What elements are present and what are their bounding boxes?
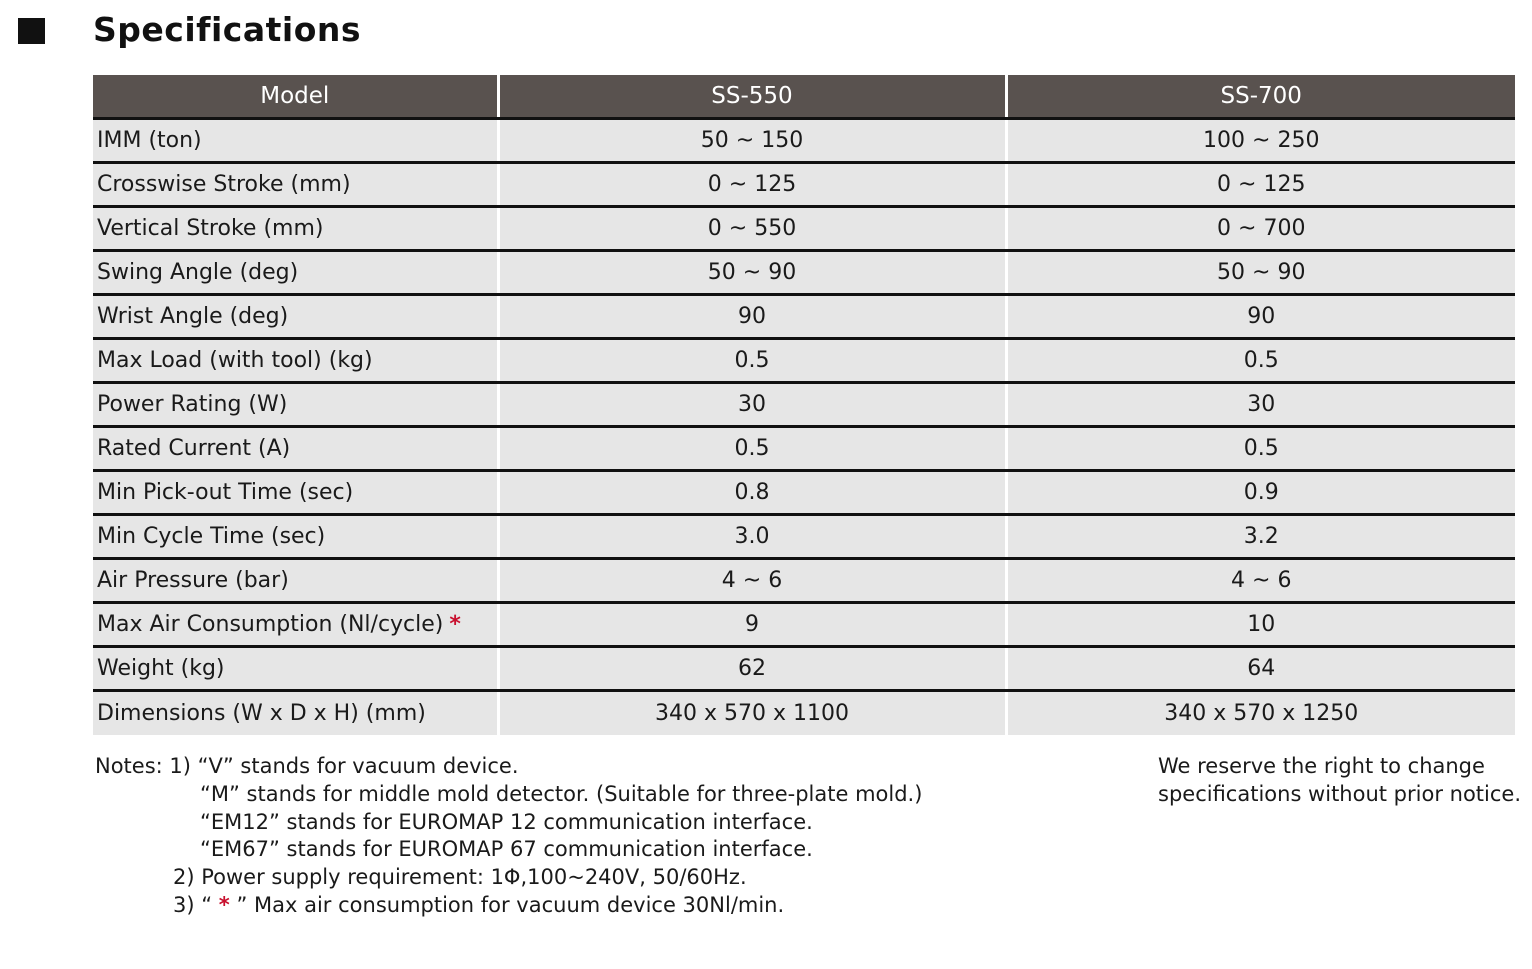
cell-ss-700: 0.5 <box>1006 339 1515 383</box>
table-row <box>93 691 1515 736</box>
row-label-text: IMM (ton) <box>97 128 202 153</box>
cell-ss-700: 10 <box>1006 603 1515 647</box>
cell-ss-700: 90 <box>1006 295 1515 339</box>
row-label-text: Min Cycle Time (sec) <box>97 524 326 549</box>
cell-ss-550: 50 ~ 90 <box>498 251 1006 295</box>
row-label <box>93 559 498 603</box>
section-marker-square <box>18 18 45 44</box>
cell-ss-550: 90 <box>498 295 1006 339</box>
cell-ss-550: 340 x 570 x 1100 <box>498 691 1006 736</box>
note-text: ” Max air consumption for vacuum device 30Nl/min. <box>229 892 785 917</box>
row-label-text: Wrist Angle (deg) <box>97 304 289 329</box>
page-title: Specifications <box>93 10 362 49</box>
cell-ss-700: 0.5 <box>1006 427 1515 471</box>
table-row <box>93 559 1515 603</box>
row-label-text: Max Load (with tool) (kg) <box>97 348 373 373</box>
asterisk-marker: * <box>449 612 461 637</box>
disclaimer-notice <box>1158 753 1521 809</box>
cell-ss-700: 0 ~ 700 <box>1006 207 1515 251</box>
cell-ss-550: 0.5 <box>498 427 1006 471</box>
cell-ss-550: 0.8 <box>498 471 1006 515</box>
cell-ss-550: 9 <box>498 603 1006 647</box>
note-line: “EM67” stands for EUROMAP 67 communication interface. <box>200 837 813 862</box>
note-line: Notes: 1) “V” stands for vacuum device. <box>95 754 519 778</box>
row-label-text: Crosswise Stroke (mm) <box>97 172 351 197</box>
row-label <box>93 471 498 515</box>
cell-ss-700: 30 <box>1006 383 1515 427</box>
table-row <box>93 383 1515 427</box>
cell-ss-700: 100 ~ 250 <box>1006 119 1515 163</box>
row-label <box>93 339 498 383</box>
row-label <box>93 691 498 736</box>
cell-ss-700: 64 <box>1006 647 1515 691</box>
table-row <box>93 251 1515 295</box>
row-label <box>93 647 498 691</box>
row-label-text: Weight (kg) <box>97 656 225 681</box>
cell-ss-700: 4 ~ 6 <box>1006 559 1515 603</box>
cell-ss-700: 3.2 <box>1006 515 1515 559</box>
header-ss-550: SS-550 <box>498 75 1006 119</box>
row-label-text: Air Pressure (bar) <box>97 568 289 593</box>
table-row <box>93 207 1515 251</box>
cell-ss-550: 3.0 <box>498 515 1006 559</box>
row-label <box>93 207 498 251</box>
cell-ss-550: 62 <box>498 647 1006 691</box>
table-row <box>93 603 1515 647</box>
note-text: 3) “ <box>173 892 219 917</box>
cell-ss-550: 0 ~ 125 <box>498 163 1006 207</box>
row-label-text: Rated Current (A) <box>97 436 291 461</box>
cell-ss-700: 0.9 <box>1006 471 1515 515</box>
cell-ss-700: 0 ~ 125 <box>1006 163 1515 207</box>
table-row <box>93 471 1515 515</box>
row-label <box>93 295 498 339</box>
row-label-text: Power Rating (W) <box>97 392 288 417</box>
note-line: “M” stands for middle mold detector. (Suitable for three-plate mold.) <box>200 781 923 806</box>
table-row <box>93 119 1515 163</box>
cell-ss-550: 4 ~ 6 <box>498 559 1006 603</box>
row-label <box>93 251 498 295</box>
table-row <box>93 295 1515 339</box>
row-label-text: Dimensions (W x D x H) (mm) <box>97 701 426 726</box>
notice-line: We reserve the right to change <box>1158 754 1485 778</box>
table-header-row <box>93 75 1515 119</box>
header-ss-700: SS-700 <box>1006 75 1515 119</box>
table-row <box>93 339 1515 383</box>
row-label <box>93 603 498 647</box>
asterisk-marker: * <box>218 892 230 917</box>
note-line: 2) Power supply requirement: 1Φ,100~240V, 50/60Hz. <box>173 865 747 890</box>
cell-ss-550: 0.5 <box>498 339 1006 383</box>
cell-ss-700: 340 x 570 x 1250 <box>1006 691 1515 736</box>
row-label <box>93 427 498 471</box>
cell-ss-550: 30 <box>498 383 1006 427</box>
table-row <box>93 515 1515 559</box>
cell-ss-700: 50 ~ 90 <box>1006 251 1515 295</box>
table-row <box>93 427 1515 471</box>
header-model: Model <box>93 75 498 119</box>
row-label <box>93 163 498 207</box>
notice-line: specifications without prior notice. <box>1158 781 1521 806</box>
note-line: “EM12” stands for EUROMAP 12 communication interface. <box>200 809 813 834</box>
notes-block <box>95 753 922 920</box>
table-row <box>93 647 1515 691</box>
cell-ss-550: 50 ~ 150 <box>498 119 1006 163</box>
row-label-text: Min Pick-out Time (sec) <box>97 480 354 505</box>
row-label <box>93 383 498 427</box>
row-label-text: Swing Angle (deg) <box>97 260 299 285</box>
row-label <box>93 119 498 163</box>
table-row <box>93 163 1515 207</box>
cell-ss-550: 0 ~ 550 <box>498 207 1006 251</box>
row-label-text: Max Air Consumption (Nl/cycle) <box>97 612 444 637</box>
row-label <box>93 515 498 559</box>
note-line <box>95 892 922 920</box>
row-label-text: Vertical Stroke (mm) <box>97 216 324 241</box>
specifications-table <box>93 75 1515 735</box>
